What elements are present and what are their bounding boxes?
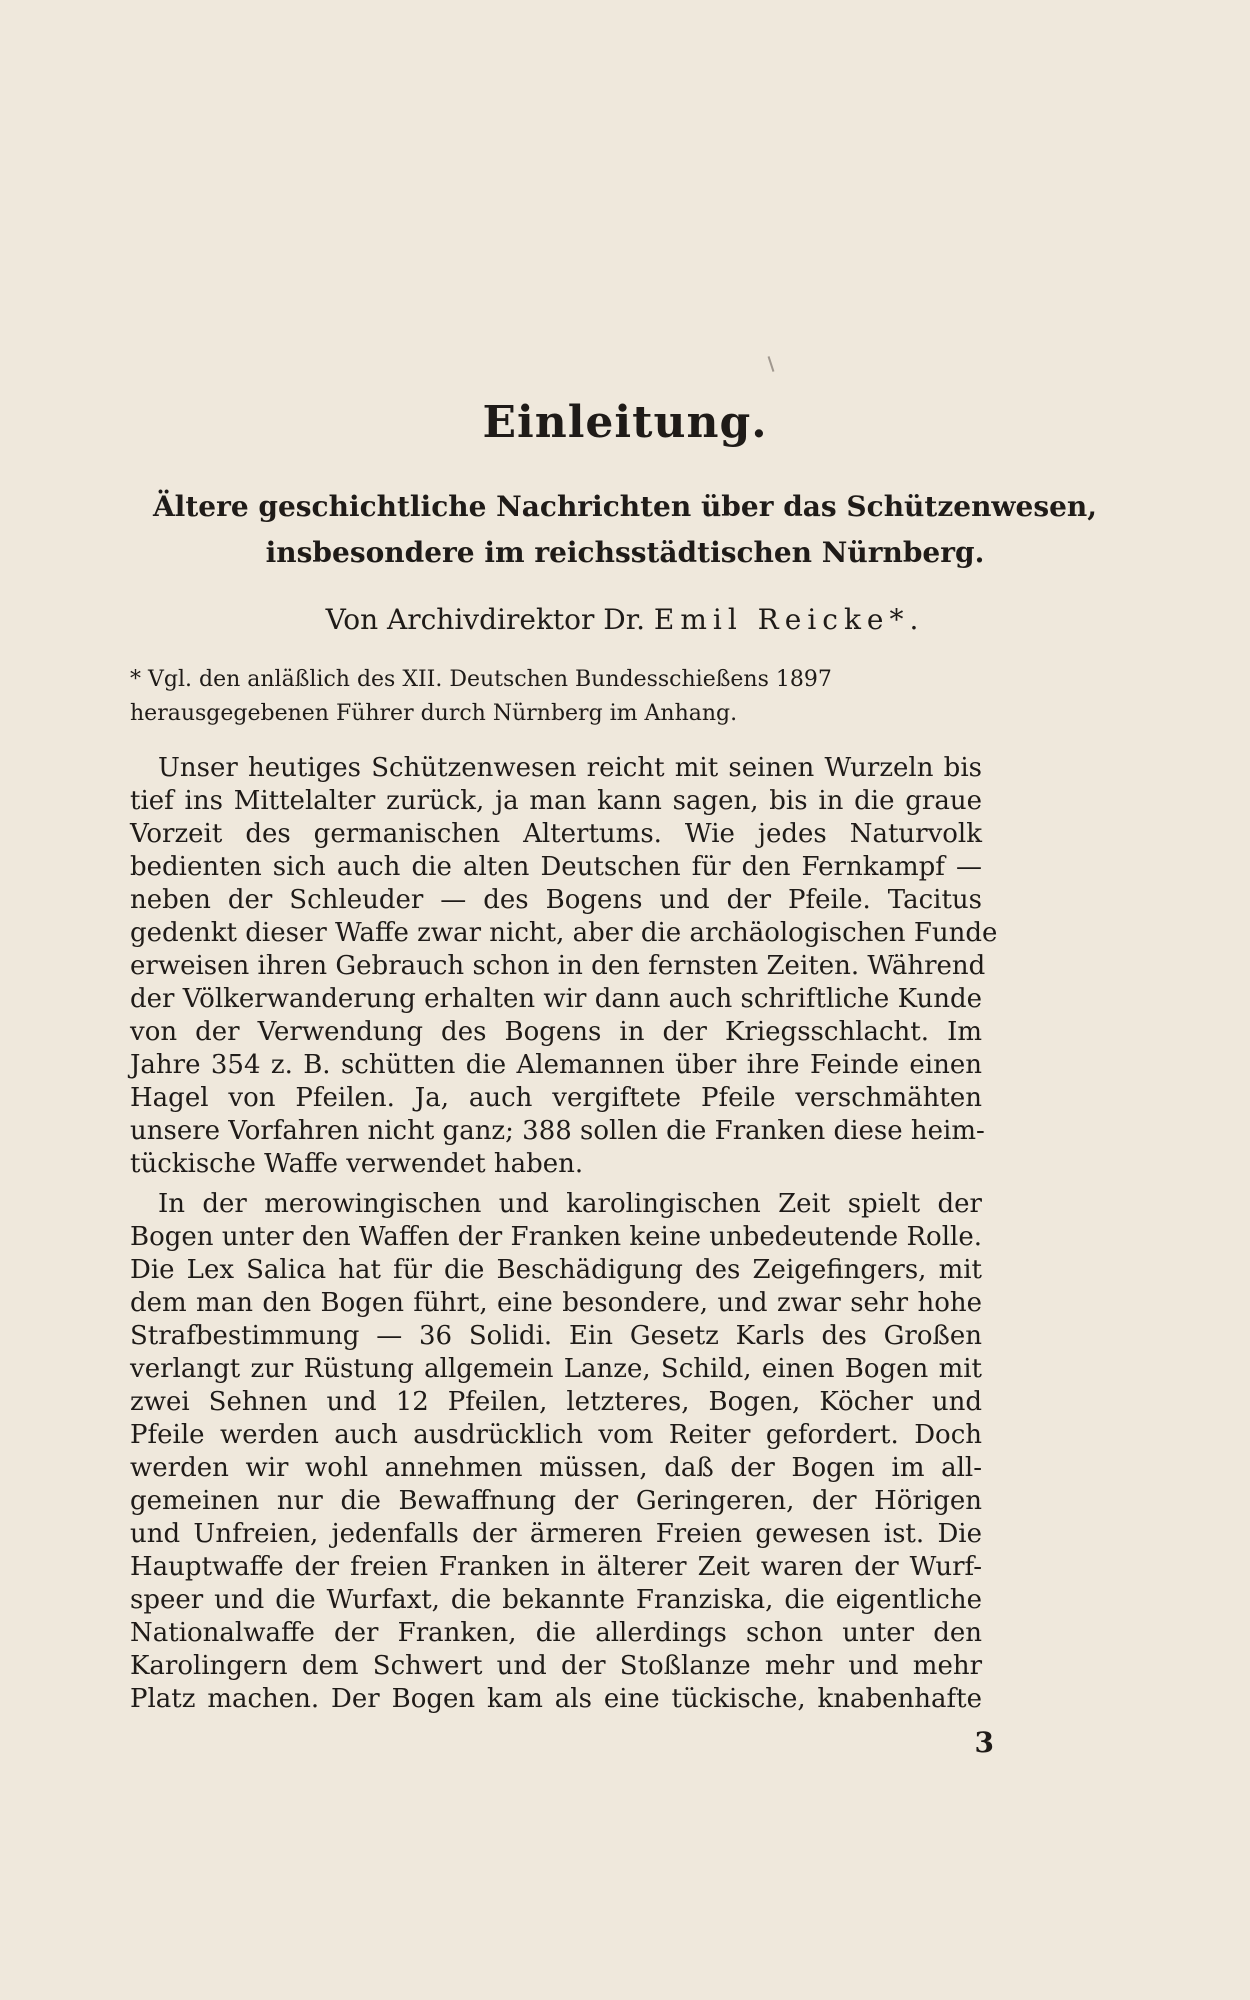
text-line: Hagel von Pfeilen. Ja, auch vergiftete Pfeile verschmähten [130, 1083, 982, 1113]
text-line: und Unfreien, jedenfalls der ärmeren Freien gewesen ist. Die [130, 1519, 982, 1549]
author-prefix: Von Archivdirektor Dr. [325, 603, 645, 636]
text-line: zwei Sehnen und 12 Pfeilen, letzteres, Bogen, Köcher und [130, 1387, 982, 1417]
text-line: tief ins Mittelalter zurück, ja man kann sagen, bis in die graue [130, 786, 982, 816]
text-line: neben der Schleuder — des Bogens und der Pfeile. Tacitus [130, 885, 982, 915]
text-line: tückische Waffe verwendet haben. [130, 1149, 584, 1179]
footnote-line-2: herausgegebenen Führer durch Nürnberg im Anhang. [130, 701, 738, 726]
text-line: In der merowingischen und karolingischen Zeit spielt der [158, 1189, 982, 1219]
text-line: der Völkerwanderung erhalten wir dann auch schriftliche Kunde [130, 984, 982, 1014]
text-line: werden wir wohl annehmen müssen, daß der Bogen im all- [130, 1453, 982, 1483]
text-line: Karolingern dem Schwert und der Stoßlanze mehr und mehr [130, 1651, 982, 1681]
text-line: erweisen ihren Gebrauch schon in den fernsten Zeiten. Während [130, 951, 986, 981]
text-line: Strafbestimmung — 36 Solidi. Ein Gesetz Karls des Großen [130, 1321, 982, 1351]
text-line: Nationalwaffe der Franken, die allerdings schon unter den [130, 1618, 982, 1648]
author-line [0, 603, 1250, 636]
text-line: Vorzeit des germanischen Altertums. Wie jedes Naturvolk [130, 819, 982, 849]
text-line: Unser heutiges Schützenwesen reicht mit seinen Wurzeln bis [158, 753, 982, 783]
footnote [130, 663, 982, 731]
text-line: Pfeile werden auch ausdrücklich vom Reiter gefordert. Doch [130, 1420, 982, 1450]
text-line: dem man den Bogen führt, eine besondere, und zwar sehr hohe [130, 1288, 982, 1318]
pencil-mark [768, 356, 775, 372]
text-line: unsere Vorfahren nicht ganz; 388 sollen die Franken diese heim- [130, 1116, 985, 1146]
paragraph-2 [130, 1188, 982, 1716]
text-line: Bogen unter den Waffen der Franken keine unbedeutende Rolle. [130, 1222, 982, 1252]
chapter-title: Einleitung. [482, 397, 768, 448]
text-line: Hauptwaffe der freien Franken in älterer Zeit waren der Wurf- [130, 1552, 982, 1582]
text-line: Platz machen. Der Bogen kam als eine tückische, knabenhafte [130, 1684, 982, 1714]
footnote-line-1: * Vgl. den anläßlich des XII. Deutschen Bundesschießens 1897 [130, 667, 832, 692]
text-line: verlangt zur Rüstung allgemein Lanze, Schild, einen Bogen mit [130, 1354, 982, 1384]
text-line: gedenkt dieser Waffe zwar nicht, aber die archäologischen Funde [130, 918, 998, 948]
text-line: gemeinen nur die Bewaffnung der Geringeren, der Hörigen [130, 1486, 982, 1516]
text-line: speer und die Wurfaxt, die bekannte Franziska, die eigentliche [130, 1585, 982, 1615]
text-line: Jahre 354 z. B. schütten die Alemannen über ihre Feinde einen [130, 1050, 982, 1080]
subtitle-line-2: insbesondere im reichsstädtischen Nürnberg. [265, 536, 985, 569]
text-line: von der Verwendung des Bogens in der Kriegsschlacht. Im [130, 1017, 982, 1047]
paragraph-1 [130, 752, 998, 1181]
page-number: 3 [974, 1726, 994, 1759]
text-line: bedienten sich auch die alten Deutschen für den Fernkampf — [130, 852, 982, 882]
subtitle-line-1: Ältere geschichtliche Nachrichten über das Schützenwesen, [152, 490, 1098, 523]
author-name: Emil Reicke*. [653, 603, 925, 636]
text-line: Die Lex Salica hat für die Beschädigung des Zeigefingers, mit [130, 1255, 982, 1285]
